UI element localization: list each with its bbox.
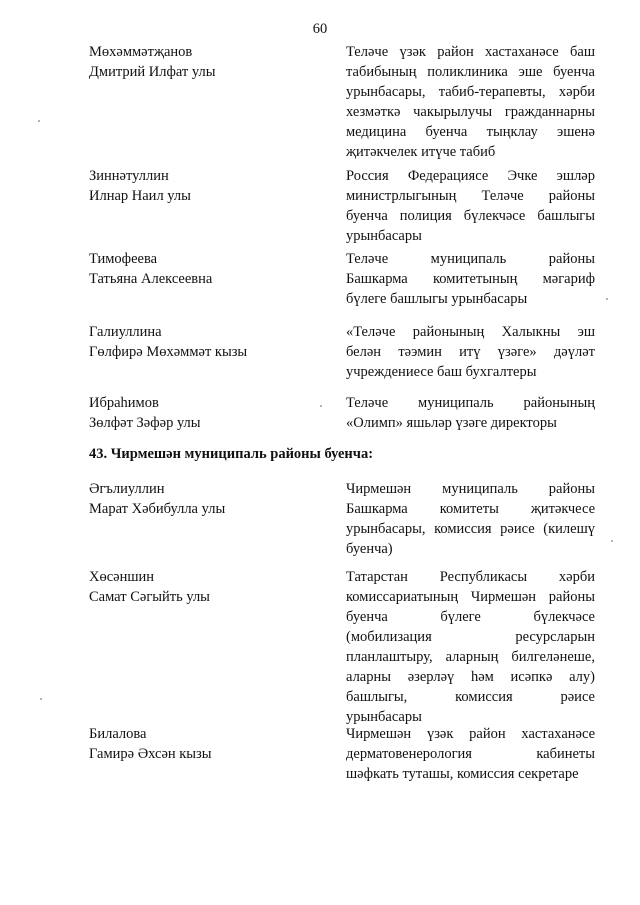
position-line: министрлыгының Теләче районы	[346, 188, 595, 204]
member-given-names: Зөлфәт Зәфәр улы	[89, 415, 201, 431]
position-line: белән тәэмин итү үзәге» дәүләт	[346, 344, 595, 360]
member-name	[89, 479, 319, 519]
member-surname: Галиуллина	[89, 324, 162, 340]
position-line: медицина буенча тыңклау эшенә	[346, 124, 595, 140]
position-line: аларны әзерләү һәм исәпкә алу)	[346, 669, 595, 685]
position-line: буенча полиция бүлекчәсе башлыгы	[346, 208, 595, 224]
member-surname: Әгълиуллин	[89, 481, 165, 497]
member-position	[346, 393, 595, 433]
page-number: 60	[312, 21, 328, 37]
member-given-names: Илнар Наил улы	[89, 188, 191, 204]
member-name	[89, 724, 319, 764]
position-line: урынбасары, табиб-терапевты, хәрби	[346, 84, 595, 100]
member-position	[346, 724, 595, 784]
member-given-names: Марат Хәбибулла улы	[89, 501, 226, 517]
position-line: Башкарма комитеты җитәкчесе	[346, 501, 595, 517]
member-position	[346, 166, 595, 246]
member-surname: Мөхәммәтҗанов	[89, 44, 193, 60]
member-name	[89, 42, 319, 82]
position-line: Башкарма комитетының мәгариф	[346, 271, 595, 287]
scan-speck	[611, 540, 613, 542]
position-line: Чирмешән үзәк район хастаханәсе	[346, 726, 595, 742]
member-name	[89, 322, 319, 362]
position-line: урынбасары	[346, 709, 422, 725]
position-line: Теләче муниципаль районы	[346, 251, 595, 267]
member-name	[89, 567, 319, 607]
scan-speck	[606, 298, 608, 300]
position-line: буенча бүлеге бүлекчәсе	[346, 609, 595, 625]
position-line: комиссариатының Чирмешән районы	[346, 589, 595, 605]
member-given-names: Татьяна Алексеевна	[89, 271, 213, 287]
member-given-names: Самат Сәгыйть улы	[89, 589, 210, 605]
section-heading: 43. Чирмешән муниципаль районы буенча:	[89, 446, 374, 462]
position-line: табибының поликлиника эше буенча	[346, 64, 595, 80]
position-line: Россия Федерациясе Эчке эшләр	[346, 168, 595, 184]
member-position	[346, 322, 595, 382]
position-line: «Олимп» яшьләр үзәге директоры	[346, 415, 557, 431]
position-line: Татарстан Республикасы хәрби	[346, 569, 595, 585]
position-line: «Теләче районының Халыкны эш	[346, 324, 595, 340]
scan-speck	[38, 120, 40, 122]
scan-speck	[320, 405, 322, 407]
position-line: учреждениесе баш бухгалтеры	[346, 364, 537, 380]
position-line: урынбасары, комиссия рәисе (килешү	[346, 521, 595, 537]
member-surname: Билалова	[89, 726, 147, 742]
member-surname: Тимофеева	[89, 251, 158, 267]
member-name	[89, 393, 319, 433]
member-given-names: Дмитрий Илфат улы	[89, 64, 216, 80]
position-line: бүлеге башлыгы урынбасары	[346, 291, 528, 307]
member-surname: Ибраһимов	[89, 395, 159, 411]
scan-speck	[40, 698, 42, 700]
position-line: Теләче үзәк район хастаханәсе баш	[346, 44, 595, 60]
position-line: җитәкчелек итүче табиб	[346, 144, 496, 160]
member-position	[346, 42, 595, 162]
member-surname: Хөсәншин	[89, 569, 155, 585]
position-line: буенча)	[346, 541, 393, 557]
position-line: дерматовенерология кабинеты	[346, 746, 595, 762]
member-surname: Зиннәтуллин	[89, 168, 169, 184]
member-position	[346, 249, 595, 309]
position-line: башлыгы, комиссия рәисе	[346, 689, 595, 705]
member-position	[346, 479, 595, 559]
position-line: Чирмешән муниципаль районы	[346, 481, 595, 497]
member-position	[346, 567, 595, 727]
position-line: урынбасары	[346, 228, 422, 244]
position-line: хезмәткә чакырылучы гражданнарны	[346, 104, 595, 120]
position-line: (мобилизация ресурсларын	[346, 629, 595, 645]
member-given-names: Гамирә Әхсән кызы	[89, 746, 212, 762]
position-line: планлаштыру, аларның билгеләнеше,	[346, 649, 595, 665]
member-given-names: Гөлфирә Мөхәммәт кызы	[89, 344, 248, 360]
member-name	[89, 249, 319, 289]
member-name	[89, 166, 319, 206]
position-line: шәфкать туташы, комиссия секретаре	[346, 766, 579, 782]
position-line: Теләче муниципаль районының	[346, 395, 595, 411]
